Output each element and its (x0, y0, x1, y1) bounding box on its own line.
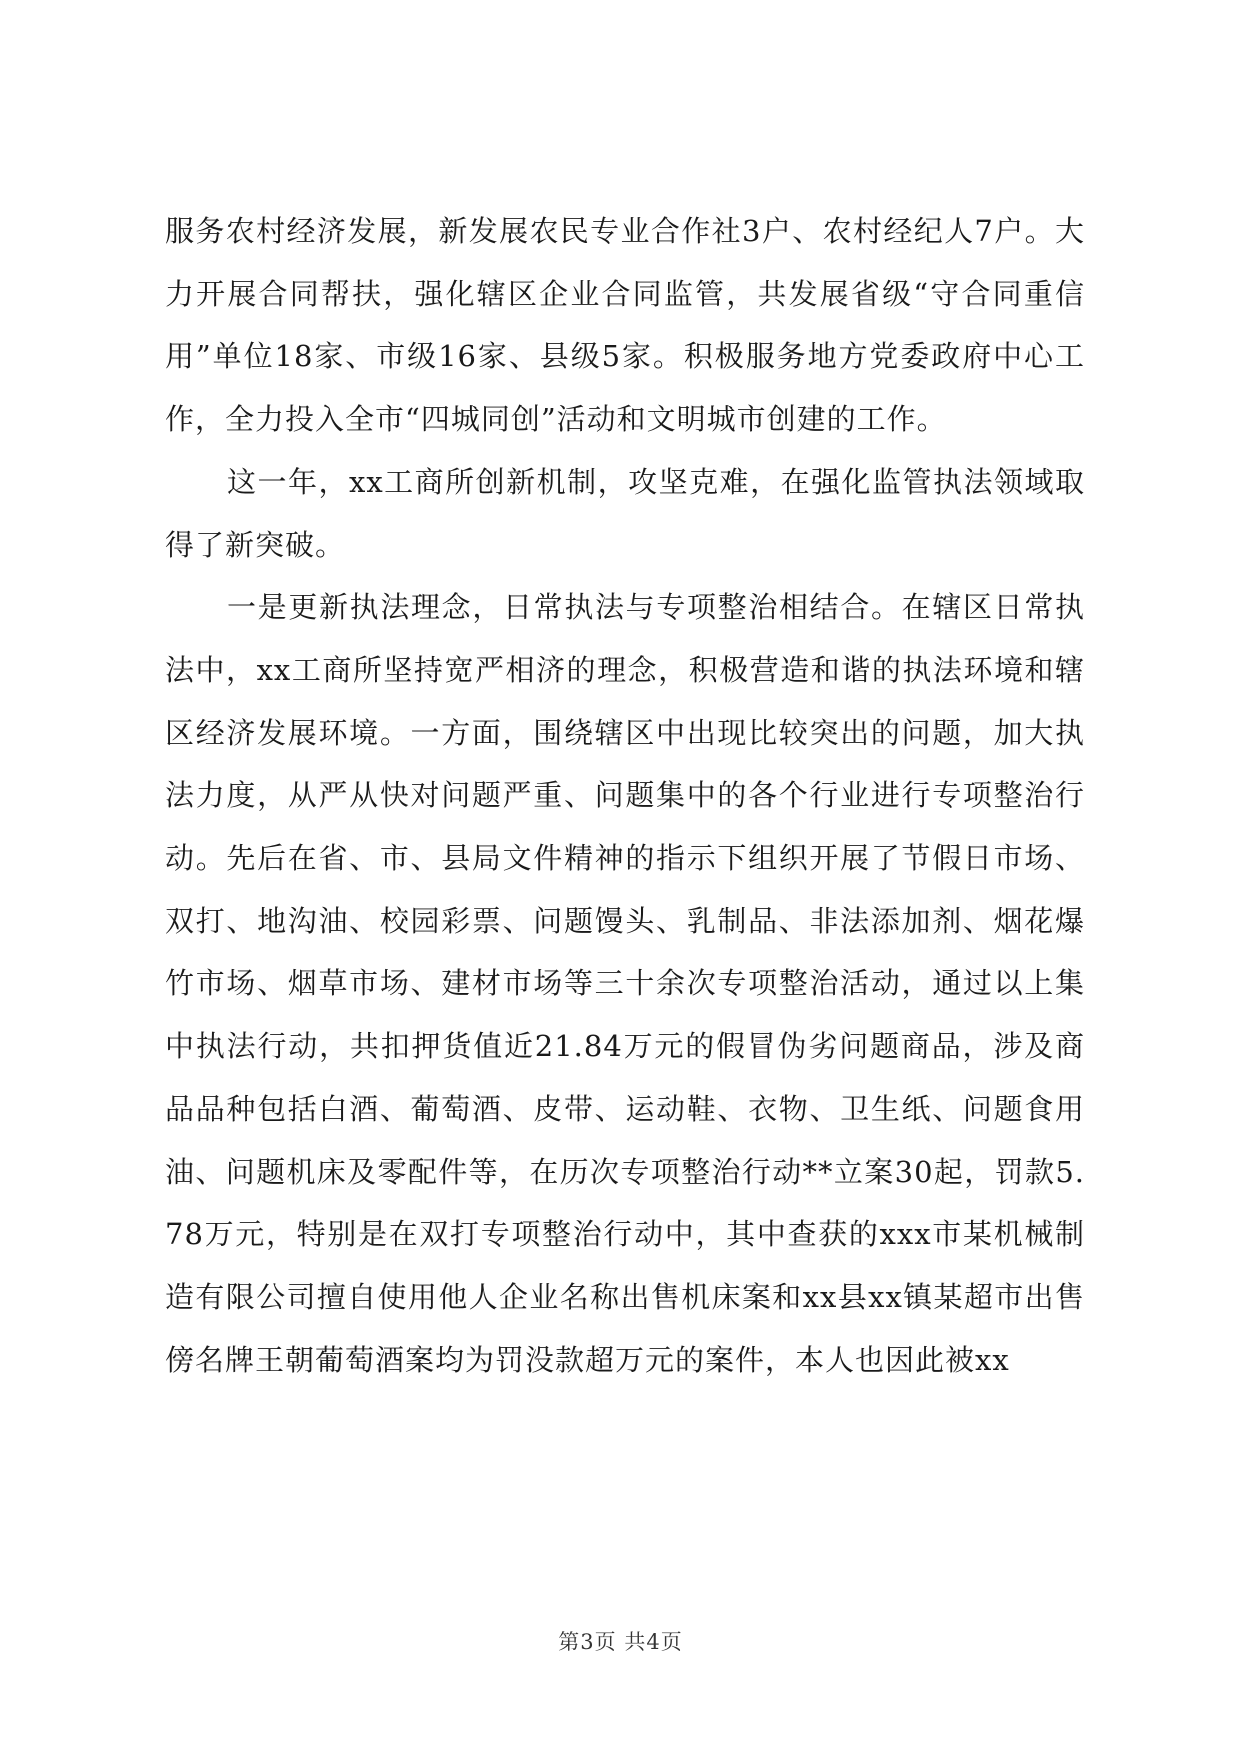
paragraph-rural-economy: 服务农村经济发展，新发展农民专业合作社3户、农村经纪人7户。大力开展合同帮扶，强化辖区企业合同监管，共发展省级“守合同重信用”单位18家、市级16家、县级5家。积极服务地方党委政府中心工作，全力投入全市“四城同创”活动和文明城市创建的工作。 (165, 214, 1085, 437)
paragraph-breakthrough-summary: 这一年，xx工商所创新机制，攻坚克难，在强化监管执法领域取得了新突破。 (165, 464, 1085, 562)
paragraph-enforcement-concept: 一是更新执法理念，日常执法与专项整治相结合。在辖区日常执法中，xx工商所坚持宽严相济的理念，积极营造和谐的执法环境和辖区经济发展环境。一方面，围绕辖区中出现比较突出的问题，加大执法力度，从严从快对问题严重、问题集中的各个行业进行专项整治行动。先后在省、市、县局文件精神的指示下组织开展了节假日市场、双打、地沟油、校园彩票、问题馒头、乳制品、非法添加剂、烟花爆竹市场、烟草市场、建材市场等三十余次专项整治活动，通过以上集中执法行动，共扣押货值近21.84万元的假冒伪劣问题商品，涉及商品品种包括白酒、葡萄酒、皮带、运动鞋、衣物、卫生纸、问题食用油、问题机床及零配件等，在历次专项整治行动**立案30起，罚款5.78万元，特别是在双打专项整治行动中，其中查获的xxx市某机械制造有限公司擅自使用他人企业名称出售机床案和xx县xx镇某超市出售傍名牌王朝葡萄酒案均为罚没款超万元的案件，本人也因此被xx (165, 590, 1085, 1377)
page-number-footer: 第3页 共4页 (558, 1630, 683, 1654)
document-body (165, 200, 1085, 1391)
